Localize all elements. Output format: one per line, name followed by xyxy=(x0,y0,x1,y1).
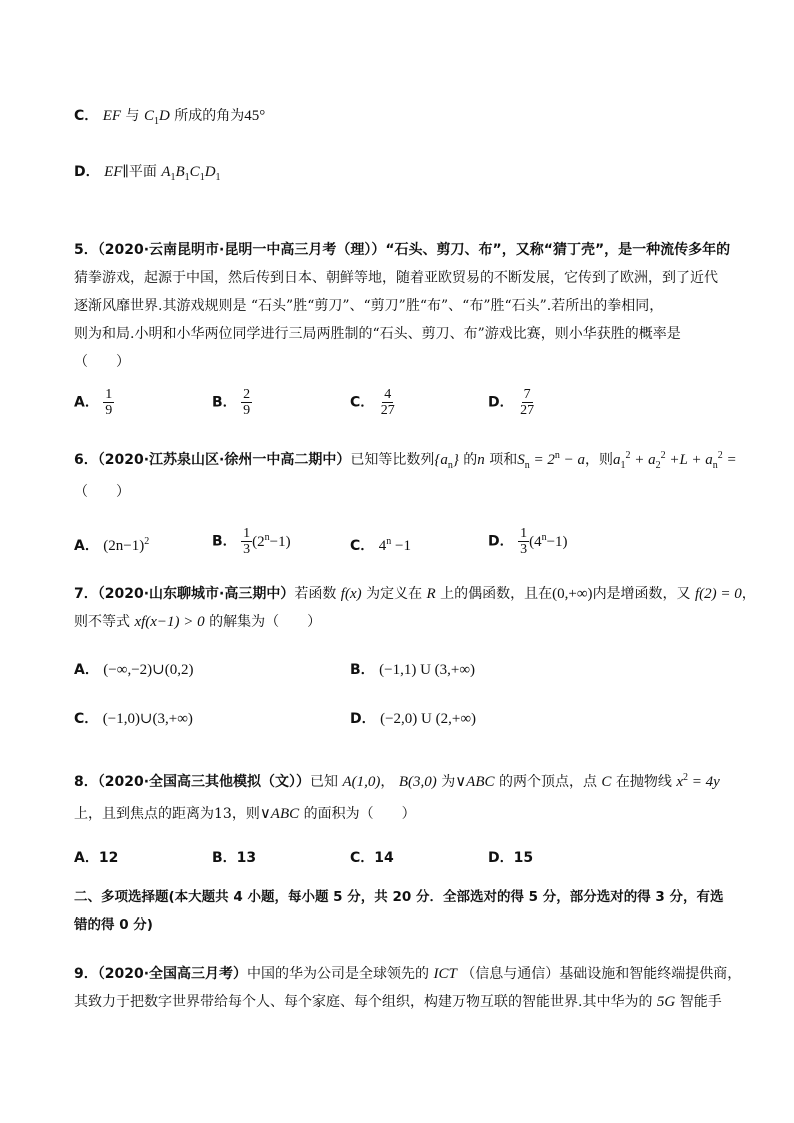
q4-option-c xyxy=(74,106,265,132)
option-label: A． xyxy=(74,394,99,411)
option-label: A． xyxy=(74,538,99,554)
option-label: D． xyxy=(350,711,376,727)
fraction: $\frac{7}{27}$ xyxy=(520,387,535,418)
option-label: C． xyxy=(350,850,375,866)
q6-line-1: 6．（2020·江苏泉山区·徐州一中高二期中）已知等比数列$\{a_n\}$ 的n 项和$S_n = 2^n - a$，则$a_1^2 + a_2^2 +L + a_n^2$ = xyxy=(74,450,737,471)
fraction: $\frac{1}{9}$ xyxy=(105,387,113,418)
fraction: $\frac{2}{9}$ xyxy=(243,387,251,418)
q9-line-2: 其致力于把数字世界带给每个人、每个家庭、每个组织，构建万物互联的智能世界.其中华为的 5G 智能手 xyxy=(74,994,722,1010)
q6-option-d: D． $\frac{1}{3}$ $(4^n-1)$ xyxy=(488,526,568,557)
q8-option-b: B．13 xyxy=(212,850,257,866)
text: ∥ xyxy=(122,164,129,180)
question-source: 7．（2020·山东聊城市·高三期中） xyxy=(74,586,295,602)
math: $C_1D$ xyxy=(143,108,170,127)
option-label: D． xyxy=(488,850,514,866)
option-label: D． xyxy=(74,164,100,180)
option-label: D． xyxy=(488,394,514,411)
q5-line-1: 5．（2020·云南昆明市·昆明一中高三月考（理））“石头、剪刀、布”，又称“猜丁壳”，是一种流传多年的 xyxy=(74,242,731,258)
question-source: 6．（2020·江苏泉山区·徐州一中高二期中） xyxy=(74,452,351,468)
q7-option-b: B． (−1,1) U (3,+∞) xyxy=(350,662,476,678)
q5-line-4: 则为和局.小明和小华两位同学进行三局两胜制的“石头、剪刀、布”游戏比赛，则小华获胜的概率是 xyxy=(74,326,681,342)
q5-line-3: 逐渐风靡世界.其游戏规则是 “石头”胜“剪刀”、“剪刀”胜“布”、“布”胜“石头”.若所出的拳相同， xyxy=(74,298,664,314)
q7-option-a: A． (−∞,−2)∪(0,2) xyxy=(74,662,194,678)
q7-line-2: 则不等式 xf(x−1) > 0 的解集为（ ） xyxy=(74,614,322,630)
q7-line-1: 7．（2020·山东聊城市·高三期中）若函数 f(x) 为定义在 R 上的偶函数，且在(0,+∞)内是增函数，又 f(2) = 0， xyxy=(74,586,756,602)
q6-option-a: A． $(2n-1)^2$ xyxy=(74,536,150,554)
math: EF xyxy=(104,164,123,180)
fraction: $\frac{1}{3}$ xyxy=(243,526,251,557)
fraction: $\frac{4}{27}$ xyxy=(380,387,395,418)
math: EF xyxy=(102,108,122,124)
section-heading-cont: 错的得 0 分) xyxy=(74,917,153,933)
option-label: C． xyxy=(350,538,375,554)
option-label: B． xyxy=(212,394,237,411)
q9-line-1: 9．（2020·全国高三月考）中国的华为公司是全球领先的 ICT （信息与通信）基础设施和智能终端提供商， xyxy=(74,966,742,982)
q5-option-d xyxy=(488,387,536,418)
q7-option-c: C． (−1,0)∪(3,+∞) xyxy=(74,711,193,727)
q5-option-a xyxy=(74,387,114,418)
option-label: B． xyxy=(350,662,375,678)
q6-option-c: C． $4^n -1$ xyxy=(350,536,411,554)
q8-option-c: C．14 xyxy=(350,850,394,866)
q6-line-2: （ ） xyxy=(74,484,130,500)
option-label: B． xyxy=(212,533,237,550)
section-heading: 二、多项选择题(本大题共 4 小题，每小题 5 分，共 20 分．全部选对的得 5 分，部分选对的得 3 分，有选 xyxy=(74,889,724,905)
text: 平面 xyxy=(128,164,162,180)
math: $A_1B_1C_1D_1$ xyxy=(161,164,221,183)
q8-line-1: 8．（2020·全国高三其他模拟（文））已知 A(1,0)， B(3,0) 为∨ABC 的两个顶点，点 C 在抛物线 $x^2 = 4y$ xyxy=(74,772,720,790)
q5-line-2: 猜拳游戏，起源于中国，然后传到日本、朝鲜等地，随着亚欧贸易的不断发展，它传到了欧洲，到了近代 xyxy=(74,270,718,286)
q8-option-a: A．12 xyxy=(74,850,119,866)
option-label: C． xyxy=(350,394,375,411)
text: 所成的角为 xyxy=(169,108,245,124)
q8-option-d: D．15 xyxy=(488,850,534,866)
option-label: A． xyxy=(74,662,99,678)
option-label: C． xyxy=(74,108,99,124)
fraction: $\frac{1}{3}$ xyxy=(520,526,528,557)
q7-option-d: D． (−2,0) U (2,+∞) xyxy=(350,711,477,727)
math: 45° xyxy=(244,108,266,124)
q5-option-c xyxy=(350,387,397,418)
q4-option-d xyxy=(74,162,221,188)
q6-option-b: B． $\frac{1}{3}$ $(2^n-1)$ xyxy=(212,526,291,557)
option-label: B． xyxy=(212,850,237,866)
text: 与 xyxy=(121,108,144,124)
q8-line-2: 上，且到焦点的距离为13，则∨ABC 的面积为（ ） xyxy=(74,806,416,822)
option-label: A． xyxy=(74,850,99,866)
option-label: D． xyxy=(488,533,514,550)
question-source: 8．（2020·全国高三其他模拟（文）） xyxy=(74,774,311,790)
q5-option-b xyxy=(212,387,252,418)
option-label: C． xyxy=(74,711,99,727)
q5-line-5: （ ） xyxy=(74,354,130,370)
question-source: 9．（2020·全国高三月考） xyxy=(74,966,248,982)
